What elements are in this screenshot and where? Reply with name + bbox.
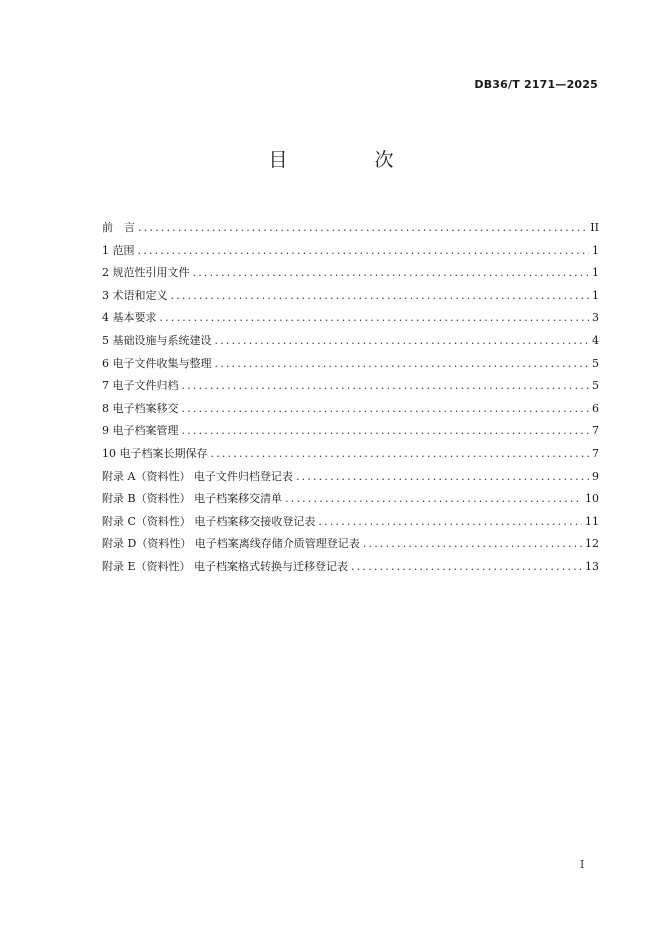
- toc-entry-label: 3 术语和定义: [102, 288, 168, 302]
- toc-entry-page: 6: [592, 401, 599, 415]
- toc-entry-appendix-e[interactable]: [102, 558, 599, 581]
- toc-entry-appendix-c[interactable]: [102, 513, 599, 536]
- toc-dot-leader: [138, 244, 590, 257]
- toc-dot-leader: [363, 537, 582, 550]
- toc-entry-page: 9: [592, 469, 599, 483]
- toc-dot-leader: [318, 515, 582, 528]
- document-code: DB36/T 2171—2025: [474, 78, 598, 91]
- toc-entry-label: 4 基本要求: [102, 311, 157, 325]
- toc-entry-foreword[interactable]: [102, 219, 599, 242]
- toc-entry-label: 9 电子档案管理: [102, 424, 179, 438]
- toc-entry-label: 附录 A（资料性） 电子文件归档登记表: [102, 469, 293, 483]
- table-of-contents: [102, 219, 599, 581]
- toc-dot-leader: [351, 560, 582, 573]
- toc-entry-basic-requirements[interactable]: [102, 309, 599, 332]
- toc-entry-page: 12: [585, 537, 599, 551]
- toc-entry-label: 8 电子档案移交: [102, 401, 179, 415]
- toc-entry-collection[interactable]: [102, 355, 599, 378]
- toc-entry-page: 13: [585, 559, 599, 573]
- toc-entry-label: 2 规范性引用文件: [102, 266, 190, 280]
- toc-entry-page: 7: [592, 424, 599, 438]
- toc-dot-leader: [211, 447, 590, 460]
- toc-entry-scope[interactable]: [102, 242, 599, 265]
- toc-entry-transfer[interactable]: [102, 400, 599, 423]
- toc-entry-page: 1: [592, 288, 599, 302]
- toc-entry-label: 附录 C（资料性） 电子档案移交接收登记表: [102, 514, 316, 528]
- toc-entry-label: 附录 B（资料性） 电子档案移交清单: [102, 492, 283, 506]
- toc-dot-leader: [296, 470, 589, 483]
- toc-entry-management[interactable]: [102, 422, 599, 445]
- toc-entry-label: 5 基础设施与系统建设: [102, 333, 212, 347]
- toc-entry-appendix-d[interactable]: [102, 535, 599, 558]
- toc-entry-label: 附录 E（资料性） 电子档案格式转换与迁移登记表: [102, 559, 349, 573]
- toc-entry-page: II: [590, 221, 599, 234]
- toc-entry-infrastructure[interactable]: [102, 332, 599, 355]
- toc-entry-label: 附录 D（资料性） 电子档案离线存储介质管理登记表: [102, 537, 360, 551]
- toc-entry-page: 1: [592, 266, 599, 280]
- toc-dot-leader: [182, 424, 590, 437]
- page-number: I: [580, 858, 585, 871]
- toc-entry-page: 1: [592, 243, 599, 257]
- toc-entry-label: 10 电子档案长期保存: [102, 446, 208, 460]
- toc-entry-page: 5: [592, 379, 599, 393]
- toc-entry-label: 1 范围: [102, 243, 135, 257]
- toc-entry-page: 5: [592, 356, 599, 370]
- toc-dot-leader: [182, 379, 590, 392]
- toc-entry-long-term-preservation[interactable]: [102, 445, 599, 468]
- toc-dot-leader: [138, 221, 587, 234]
- toc-dot-leader: [160, 311, 590, 324]
- toc-dot-leader: [215, 334, 590, 347]
- toc-entry-label: 7 电子文件归档: [102, 379, 179, 393]
- toc-entry-page: 4: [592, 333, 599, 347]
- toc-entry-page: 10: [585, 492, 599, 506]
- toc-entry-archiving[interactable]: [102, 377, 599, 400]
- toc-entry-label: 前 言: [102, 221, 135, 234]
- toc-dot-leader: [215, 357, 590, 370]
- toc-title: 目 次: [268, 149, 428, 171]
- toc-entry-appendix-b[interactable]: [102, 490, 599, 513]
- toc-entry-page: 3: [592, 311, 599, 325]
- toc-dot-leader: [171, 289, 590, 302]
- toc-dot-leader: [182, 402, 590, 415]
- toc-dot-leader: [285, 492, 582, 505]
- toc-entry-appendix-a[interactable]: [102, 468, 599, 491]
- toc-entry-page: 11: [585, 514, 599, 528]
- toc-entry-label: 6 电子文件收集与整理: [102, 356, 212, 370]
- toc-dot-leader: [193, 266, 590, 279]
- toc-entry-normative-references[interactable]: [102, 264, 599, 287]
- toc-entry-page: 7: [592, 446, 599, 460]
- toc-entry-terms-definitions[interactable]: [102, 287, 599, 310]
